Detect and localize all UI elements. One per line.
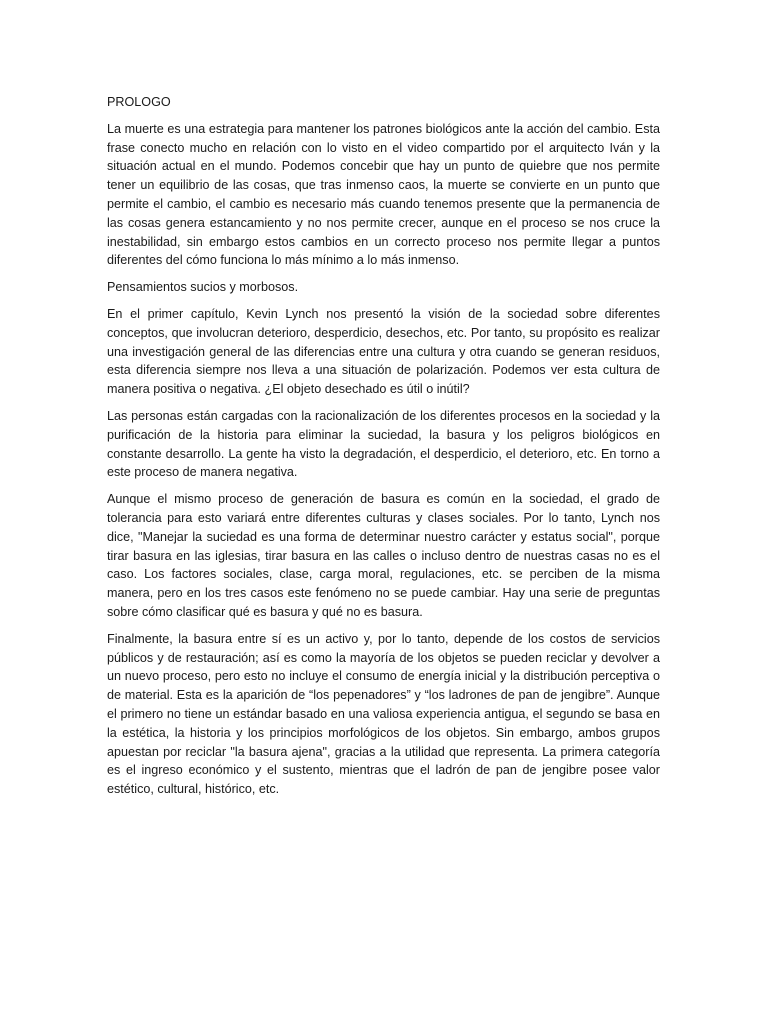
paragraph-intro: La muerte es una estrategia para mantener los patrones biológicos ante la acción del cambio. Esta frase conecto mucho en relación con lo visto en el video compartido por el arquitecto Iván y la situación actual en el mundo. Podemos concebir que hay un punto de quiebre que nos permite tener un equilibrio de las cosas, que tras inmenso caos, la muerte se convierte en un punto que permite el cambio, el cambio es necesario más cuando tenemos presente que la permanencia de las cosas genera estancamiento y no nos permite crecer, aunque en el proceso se nos cruce la inestabilidad, sin embargo estos cambios en un correcto proceso nos permite llegar a puntos diferentes del cómo funciona lo más mínimo a lo más inmenso. (107, 121, 660, 268)
section-subtitle: Pensamientos sucios y morbosos. (107, 280, 299, 295)
paragraph-lynch: En el primer capítulo, Kevin Lynch nos presentó la visión de la sociedad sobre diferentes conceptos, que involucran deterioro, desperdicio, desechos, etc. Por tanto, su propósito es realizar una investigación general de las diferencias entre una cultura y otra cuando se generan residuos, esta diferencia siempre nos lleva a una situación de polarización. Podemos ver esta cultura de manera positiva o negativa. ¿El objeto desechado es útil o inútil? (107, 306, 660, 397)
paragraph-tolerancia: Aunque el mismo proceso de generación de basura es común en la sociedad, el grado de tolerancia para esto variará entre diferentes culturas y clases sociales. Por lo tanto, Lynch nos dice, "Manejar la suciedad es una forma de determinar nuestro carácter y estatus social", porque tirar basura en las iglesias, tirar basura en las calles o incluso dentro de nuestras casas no es el caso. Los factores sociales, clase, carga moral, regulaciones, etc. se perciben de la misma manera, pero en los tres casos este fenómeno no se puede cambiar. Hay una serie de preguntas sobre cómo clasificar qué es basura y qué no es basura. (107, 492, 660, 619)
paragraph-racionalizacion: Las personas están cargadas con la racionalización de los diferentes procesos en la sociedad y la purificación de la historia para eliminar la suciedad, la basura y los peligros biológicos en constante desarrollo. La gente ha visto la degradación, el desperdicio, el deterioro, etc. En torno a este proceso de manera negativa. (107, 408, 660, 480)
document-title: PROLOGO (107, 95, 171, 109)
paragraph-finalmente: Finalmente, la basura entre sí es un activo y, por lo tanto, depende de los costos de servicios públicos y de restauración; así es como la mayoría de los objetos se pueden reciclar y devolver a un nuevo proceso, pero esto no incluye el consumo de energía inicial y la distribución perceptiva o de material. Esta es la aparición de “los pepenadores” y “los ladrones de pan de jengibre”. Aunque el primero no tiene un estándar basado en una valiosa experiencia antigua, el segundo se basa en la estética, la historia y los principios morfológicos de los objetos. Sin embargo, ambos grupos apuestan por reciclar "la basura ajena", gracias a la utilidad que representa. La primera categoría es el ingreso económico y el sustento, mientras que el ladrón de pan de jengibre posee valor estético, cultural, histórico, etc. (107, 631, 660, 797)
document-page (107, 93, 660, 807)
